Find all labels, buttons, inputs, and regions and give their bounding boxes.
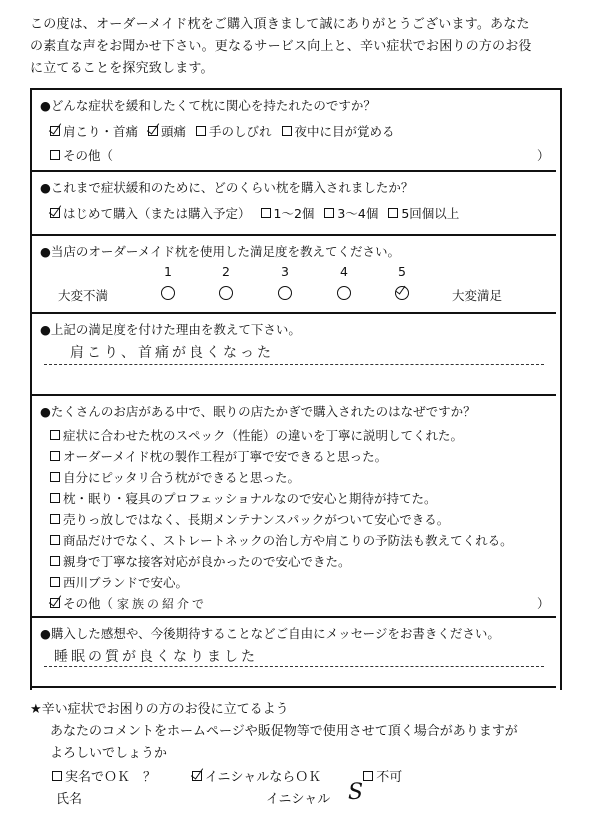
checkbox-icon[interactable] (324, 208, 334, 218)
checkbox-icon[interactable] (196, 126, 206, 136)
checkbox-icon[interactable] (50, 472, 60, 482)
checkbox-icon[interactable] (50, 451, 60, 461)
answer-line (44, 364, 544, 365)
question-message: ●購入した感想や、今後期待することなどご自由にメッセージをお書きください。 (40, 626, 500, 641)
other-close-paren: ） (537, 596, 550, 611)
checkbox-icon[interactable] (50, 514, 60, 524)
reason-option[interactable]: 売りっ放しではなく、長期メンテナンスパックがついて安心できる。 (50, 510, 449, 528)
name-label: 氏名 (56, 792, 83, 807)
option-initials-ok[interactable]: イニシャルならＯＫ (192, 766, 321, 785)
checkbox-icon[interactable] (52, 771, 62, 781)
question-reason: ●上記の満足度を付けた理由を教えて下さい。 (40, 322, 301, 337)
initial-label: イニシャル (266, 792, 331, 807)
option-1-2[interactable]: 1～2個 (261, 204, 315, 222)
checkbox-icon[interactable] (50, 150, 60, 160)
section-q6 (32, 618, 556, 688)
question-symptoms: ●どんな症状を緩和したくて枕に関心を持たれたのですか？ (40, 98, 376, 113)
rating-4-circle-icon[interactable] (337, 286, 351, 300)
option-5-plus[interactable]: 5回個以上 (388, 204, 459, 222)
reason-answer: 肩こり、首痛が良くなった (70, 345, 274, 361)
purchase-options (50, 204, 469, 222)
scale-number: 3 (281, 264, 289, 279)
question-purchase-count: ●これまで症状緩和のために、どのくらい枕を購入されましたか？ (40, 180, 414, 195)
option-shoulder-neck[interactable]: 肩こり・首痛 (50, 122, 138, 140)
other-answer: 家族の紹介で (117, 596, 208, 611)
option-not-allowed[interactable]: 不可 (363, 766, 402, 785)
option-3-4[interactable]: 3～4個 (324, 204, 378, 222)
rating-5-checked-icon[interactable] (395, 286, 409, 300)
option-headache[interactable]: 頭痛 (148, 122, 186, 140)
checkbox-checked-icon[interactable] (192, 771, 202, 781)
checkbox-checked-icon[interactable] (50, 208, 60, 218)
consent-line: よろしいでしょうか (50, 746, 168, 761)
intro-line: に立てることを探究致します。 (30, 61, 214, 76)
intro-line: の素直な声をお聞かせ下さい。更なるサービス向上と、辛い症状でお困りの方のお役 (30, 39, 532, 54)
scale-number: 4 (340, 264, 348, 279)
scale-number: 1 (164, 264, 172, 279)
reason-option[interactable]: 自分にピッタリ合う枕ができると思った。 (50, 468, 300, 486)
section-q2 (32, 172, 556, 236)
checkbox-icon[interactable] (50, 430, 60, 440)
option-wake-night[interactable]: 夜中に目が覚める (282, 122, 395, 140)
intro-text (30, 14, 575, 80)
rating-3-circle-icon[interactable] (278, 286, 292, 300)
scale-number: 5 (398, 264, 406, 279)
checkbox-icon[interactable] (282, 126, 292, 136)
checkbox-checked-icon[interactable] (148, 126, 158, 136)
checkbox-icon[interactable] (261, 208, 271, 218)
other-close-paren: ） (537, 148, 550, 163)
consent-title: ★辛い症状でお困りの方のお役に立てるよう (30, 702, 289, 717)
section-q5 (32, 396, 556, 618)
reason-other[interactable]: その他（ 家族の紹介で (50, 594, 207, 612)
label-very-satisfied: 大変満足 (452, 288, 503, 303)
reason-option[interactable]: 親身で丁寧な接客対応が良かったので安心できた。 (50, 552, 351, 570)
checkbox-icon[interactable] (50, 556, 60, 566)
consent-line: あなたのコメントをホームページや販促物等で使用させて頂く場合がありますが (50, 724, 518, 739)
section-q4 (32, 314, 556, 396)
option-first-time[interactable]: はじめて購入（または購入予定） (50, 204, 251, 222)
section-q1 (32, 90, 556, 172)
rating-1-circle-icon[interactable] (161, 286, 175, 300)
option-other[interactable]: その他（ (50, 146, 113, 164)
section-q3 (32, 236, 556, 314)
reason-option[interactable]: オーダーメイド枕の製作工程が丁寧で安できると思った。 (50, 447, 387, 465)
checkbox-icon[interactable] (388, 208, 398, 218)
checkbox-checked-icon[interactable] (50, 598, 60, 608)
rating-2-circle-icon[interactable] (219, 286, 233, 300)
question-why-store: ●たくさんのお店がある中で、眠りの店たかぎで購入されたのはなぜですか？ (40, 404, 476, 419)
symptom-other (50, 146, 123, 164)
scale-number: 2 (222, 264, 230, 279)
reason-option[interactable]: 商品だけでなく、ストレートネックの治し方や肩こりの予防法も教えてくれる。 (50, 531, 513, 549)
message-answer: 睡眠の質が良くなりました (54, 649, 258, 665)
option-hand-numbness[interactable]: 手のしびれ (196, 122, 272, 140)
checkbox-checked-icon[interactable] (50, 126, 60, 136)
label-very-dissatisfied: 大変不満 (58, 288, 109, 303)
checkbox-icon[interactable] (50, 493, 60, 503)
checkbox-icon[interactable] (363, 771, 373, 781)
intro-line: この度は、オーダーメイド枕をご購入頂きまして誠にありがとうございます。あなた (30, 17, 530, 32)
symptom-options (50, 122, 405, 140)
answer-line (44, 666, 544, 667)
checkbox-icon[interactable] (50, 577, 60, 587)
reason-option[interactable]: 枕・眠り・寝具のプロフェッショナルなので安心と期待が持てた。 (50, 489, 437, 507)
option-real-name-ok[interactable]: 実名でＯＫ ？ (52, 766, 156, 785)
reason-option[interactable]: 西川ブランドで安心。 (50, 573, 188, 591)
reason-option[interactable]: 症状に合わせた枕のスペック（性能）の違いを丁寧に説明してくれた。 (50, 426, 463, 444)
checkbox-icon[interactable] (50, 535, 60, 545)
question-satisfaction: ●当店のオーダーメイド枕を使用した満足度を教えてください。 (40, 244, 401, 259)
initial-value: S (348, 780, 364, 805)
